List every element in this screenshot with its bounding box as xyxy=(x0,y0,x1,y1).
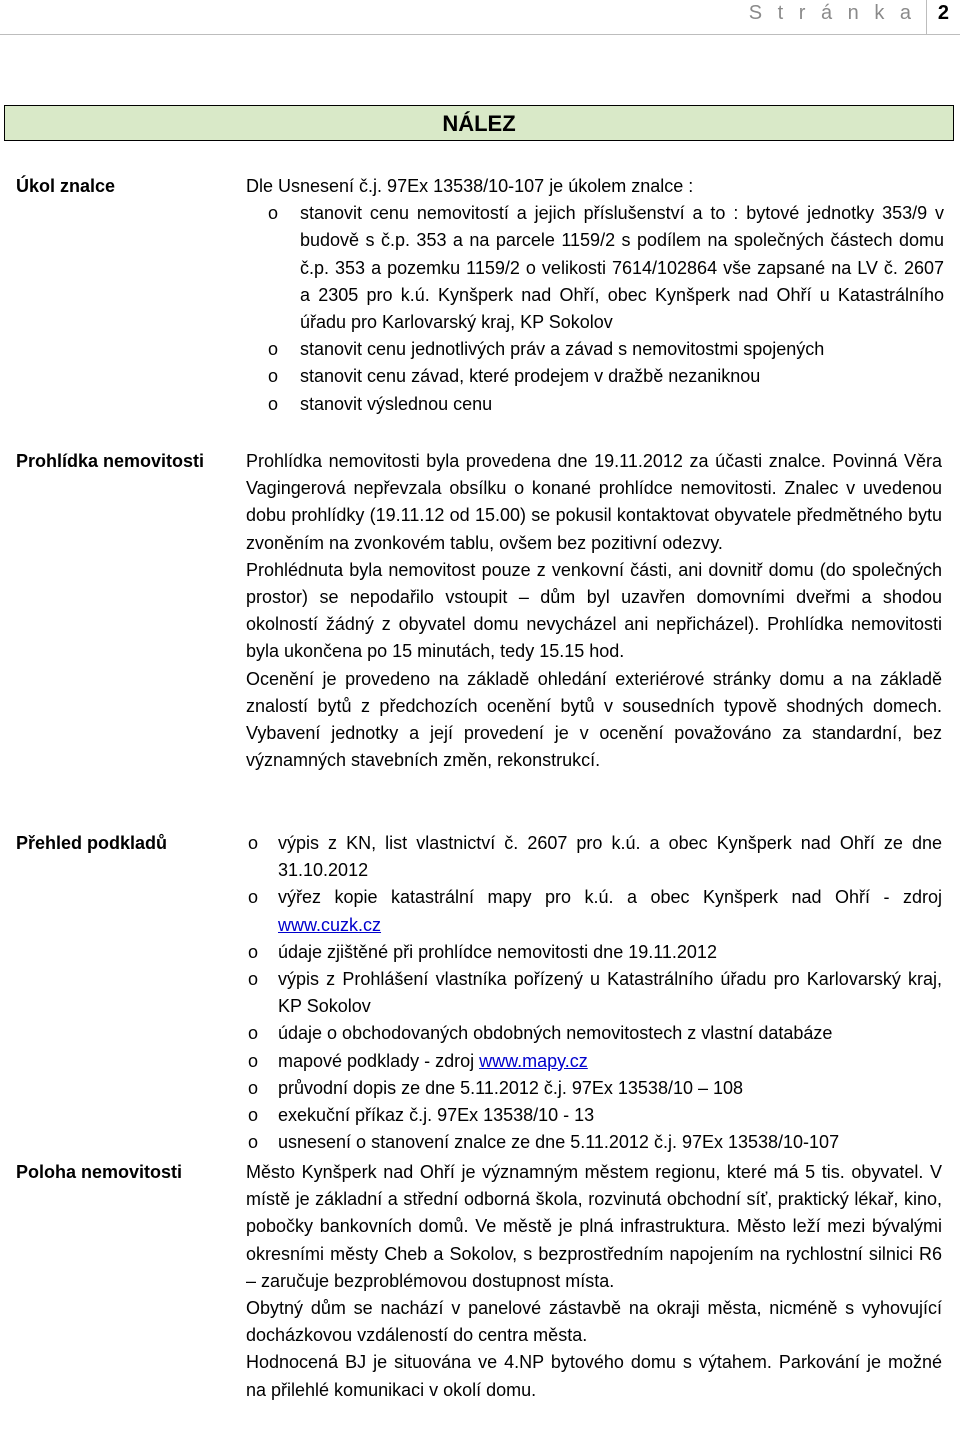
poloha-paragraph: Obytný dům se nachází v panelové zástavbě na okraji města, nicméně s vyhovující docházkovou vzdáleností do centra města. xyxy=(246,1298,942,1346)
poloha-content xyxy=(246,1159,942,1404)
list-item: o usnesení o stanovení znalce ze dne 5.11.2012 č.j. 97Ex 13538/10-107 xyxy=(248,1132,840,1153)
list-item: o stanovit cenu jednotlivých práv a závad s nemovitostmi spojených xyxy=(268,339,825,360)
ukol-content xyxy=(246,173,944,418)
list-item: o údaje o obchodovaných obdobných nemovitostech z vlastní databáze xyxy=(248,1023,833,1044)
list-item: o průvodní dopis ze dne 5.11.2012 č.j. 97Ex 13538/10 – 108 xyxy=(248,1077,744,1098)
ukol-intro: Dle Usnesení č.j. 97Ex 13538/10-107 je úkolem znalce : xyxy=(246,176,694,196)
list-item: o stanovit cenu nemovitostí a jejich příslušenství a to : bytové jednotky 353/9 v budově s č.p. 353 a na parcele 1159/2 s podílem na společných částech domu č.p. 353 a pozemku 1159/2 o velikosti 7614/102864 vše zapsané na LV č. 2607 a 2305 pro k.ú. Kynšperk nad Ohří, obec Kynšperk nad Ohří u Katastrálního úřadu pro Karlovarský kraj, KP Sokolov xyxy=(268,203,944,333)
label-poloha: Poloha nemovitosti xyxy=(16,1162,183,1182)
cuzk-link[interactable]: www.cuzk.cz xyxy=(278,914,382,935)
page-number: 2 xyxy=(937,2,949,24)
podklady-list xyxy=(246,830,942,1156)
prohlidka-content xyxy=(246,448,942,774)
section-title: NÁLEZ xyxy=(4,105,954,141)
poloha-paragraph: Město Kynšperk nad Ohří je významným městem regionu, které má 5 tis. obyvatel. V místě je základní a střední odborná škola, rozvinutá obchodní síť, praktický lékař, kino, pobočky bankovních domů. Ve městě je plná infrastruktura. Město leží mezi bývalými okresními městy Cheb a Sokolov, s bezprostředním napojením na rychlostní silnici R6 – zaručuje bezproblémovou dostupnost místa. xyxy=(246,1162,942,1291)
prohlidka-paragraph: Prohlédnuta byla nemovitost pouze z venkovní části, ani dovnitř domu (do společných prostor) se nepodařilo vstoupit – dům byl uzavřen domovními dveřmi a shodou okolností žádný z obyvatel domu nevycházel ani nepřicházel). Prohlídka nemovitosti byla ukončena po 15 minutách, tedy 15.15 hod. xyxy=(246,559,942,662)
list-item: o údaje zjištěné při prohlídce nemovitosti dne 19.11.2012 xyxy=(248,941,717,962)
prohlidka-paragraph: Ocenění je provedeno na základě ohledání exteriérové stránky domu a na základě znalostí bytů z předchozích ocenění bytů v sousedních typově shodných domech. Vybavení jednotky a její provedení je v ocenění považováno za standardní, bez významných stavebních změn, rekonstrukcí. xyxy=(246,668,942,771)
label-ukol: Úkol znalce xyxy=(16,176,116,196)
list-item: o výpis z KN, list vlastnictví č. 2607 pro k.ú. a obec Kynšperk nad Ohří ze dne 31.10.2012 xyxy=(248,833,942,881)
podklady-content xyxy=(246,830,942,1156)
page-label: S t r á n k a xyxy=(748,2,916,24)
label-podklady: Přehled podkladů xyxy=(16,833,168,853)
header-divider xyxy=(926,0,927,34)
list-item: o stanovit výslednou cenu xyxy=(268,393,493,414)
poloha-paragraph: Hodnocená BJ je situována ve 4.NP bytového domu s výtahem. Parkování je možné na přilehlé komunikaci v okolí domu. xyxy=(246,1352,942,1400)
prohlidka-paragraph: Prohlídka nemovitosti byla provedena dne 19.11.2012 za účasti znalce. Povinná Věra Vagingerová nepřevzala obsílku o konané prohlídce nemovitosti. Znalec v uvedenou dobu prohlídky (19.11.12 od 15.00) se pokusil kontaktovat obyvatele předmětného bytu zvoněním na zvonkovém tablu, ovšem bez pozitivní odezvy. xyxy=(246,451,942,553)
list-item: o exekuční příkaz č.j. 97Ex 13538/10 - 13 xyxy=(248,1105,595,1126)
list-item: o stanovit cenu závad, které prodejem v dražbě nezaniknou xyxy=(268,366,761,387)
list-item: o výpis z Prohlášení vlastníka pořízený u Katastrálního úřadu pro Karlovarský kraj, KP Sokolov xyxy=(248,969,942,1017)
label-prohlidka: Prohlídka nemovitosti xyxy=(16,451,205,471)
page-header xyxy=(0,0,960,35)
mapy-link[interactable]: www.mapy.cz xyxy=(479,1050,588,1071)
list-item: o mapové podklady - zdroj www.mapy.cz xyxy=(248,1050,588,1071)
list-item: o výřez kopie katastrální mapy pro k.ú. a obec Kynšperk nad Ohří - zdroj www.cuzk.cz xyxy=(248,887,942,935)
ukol-list xyxy=(246,200,944,418)
